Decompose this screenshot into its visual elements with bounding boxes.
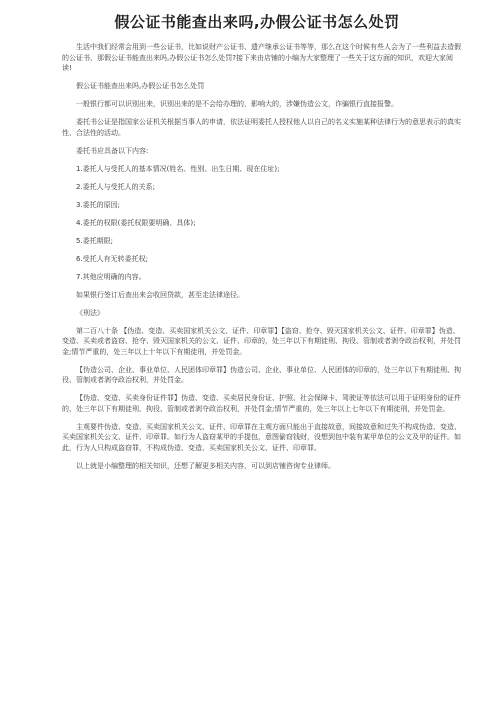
list-item: 6.受托人有无转委托权;: [76, 254, 149, 263]
list-item: 7.其他应明确的内容。: [76, 272, 146, 281]
paragraph-definition: 委托书公证是指国家公证机关根据当事人的申请，依法证明委托人授权他人以自己的名义实施某种法律行为的意思表示的真实性、合法性的活动。: [62, 118, 461, 137]
law-clause-id: 【伪造、变造、买卖身份证件罪】伪造、变造、买卖居民身份证、护照、社会保障卡、驾驶证等依法可以用于证明身份的证件的，处三年以下有期徒刑、拘役、管制或者剥夺政治权利，并处罚金;情节严重的，处三年以上七年以下有期徒刑，并处罚金。: [62, 394, 461, 413]
paragraph-conclusion: 以上就是小编整理的相关知识，还想了解更多相关内容，可以到店铺咨询专业律师。: [76, 462, 335, 471]
law-article-280: 第二百八十条 【伪造、变造、买卖国家机关公文、证件、印章罪】【盗窃、抢夺、毁灭国家机关公文、证件、印章罪】伪造、变造、买卖或者盗窃、抢夺、毁灭国家机关的公文、证件、印章的，处三年以下有期徒刑、拘役、管制或者剥夺政治权利，并处罚金;情节严重的，处三年以上十年以下有期徒刑，并处罚金。: [62, 326, 461, 356]
paragraph-list-intro: 委托书应具备以下内容:: [76, 146, 149, 155]
list-item: 1.委托人与受托人的基本情况(姓名、性别、出生日期、现在住址);: [76, 164, 280, 173]
paragraph-subjective: 主观要件伪造、变造、买卖国家机关公文、证件、印章罪在主观方面只能出于直接故意，间接故意和过失不构成伪造、变造、买卖国家机关公文、证件、印章罪。如行为人盗窃某甲的手提包，意图偷窃钱财，没想到包中装有某甲单位的公文及甲的证件。如此，行为人只构成盗窃罪，不构成伪造、变造、买卖国家机关公文、证件、印章罪。: [62, 422, 461, 453]
page-title: 假公证书能查出来吗,办假公证书怎么处罚: [114, 13, 400, 31]
document-body: [62, 42, 462, 472]
law-clause-seal: 【伪造公司、企业、事业单位、人民团体印章罪】伪造公司、企业、事业单位、人民团体的印章的，处三年以下有期徒刑、拘役、管制或者剥夺政治权利，并处罚金。: [62, 365, 461, 385]
paragraph-bank-detection: 一般银行都可以识别出来，识别出来的是不会给办理的，影响大的，涉嫌伪造公文，诈骗银行直接报警。: [76, 100, 398, 109]
list-item: 2.委托人与受托人的关系;: [76, 182, 156, 191]
list-item: 3.委托的原因;: [76, 200, 121, 209]
law-title: 《刑法》: [76, 308, 104, 317]
list-item: 4.委托的权限(委托权限要明确、具体);: [76, 218, 196, 227]
paragraph-consequence: 如果银行签订后查出来会收回贷款，甚至走法律途径。: [76, 290, 244, 299]
list-item: 5.委托期限;: [76, 236, 114, 245]
paragraph-subtitle: 假公证书能查出来吗,办假公证书怎么处罚: [76, 82, 205, 91]
paragraph-intro: 生活中我们经常会用到一些公证书，比如说财产公证书、遗产继承公证书等等，那么在这个时候有些人会为了一些利益去造假的公证书，那假公证书能查出来吗,办假公证书怎么处罚?接下来由店铺的小编为大家整理了一些关于这方面的知识，欢迎大家阅读!: [62, 43, 461, 73]
